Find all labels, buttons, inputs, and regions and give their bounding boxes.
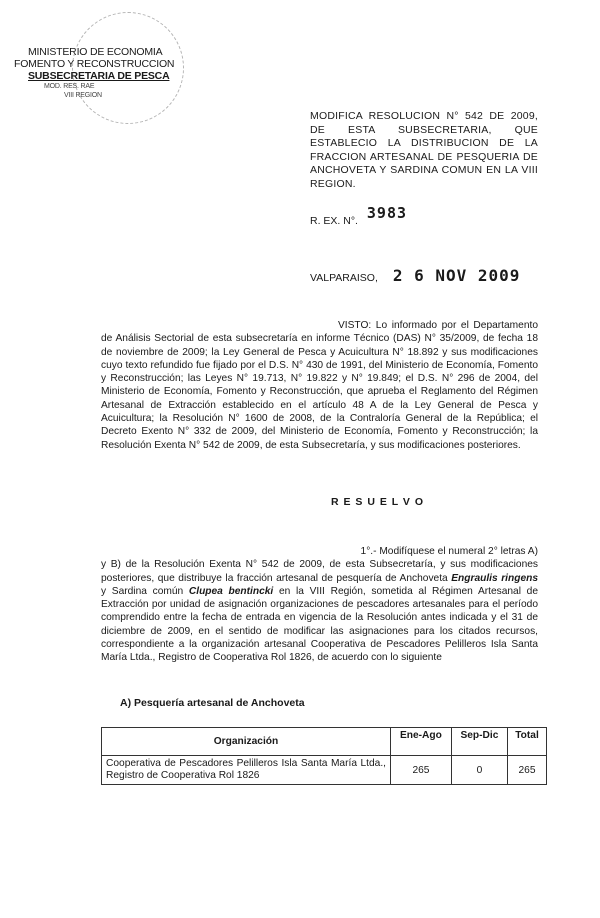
article-1-part2: y Sardina común xyxy=(101,585,189,597)
subsecretaria: SUBSECRETARIA DE PESCA xyxy=(28,70,170,82)
ministry-line1: MINISTERIO DE ECONOMIA xyxy=(28,46,163,58)
ministry-line2: FOMENTO Y RECONSTRUCCION xyxy=(14,58,175,70)
cell-organizacion: Cooperativa de Pescadores Pelilleros Isla Santa María Ltda., Registro de Cooperativa Rol 1826 xyxy=(102,756,391,785)
resolution-number-line xyxy=(310,204,408,228)
resuelvo-heading: R E S U E L V O xyxy=(331,496,424,508)
section-a-heading: A) Pesquería artesanal de Anchoveta xyxy=(120,697,305,709)
seal-text: MOD. RES. RAE xyxy=(44,83,95,90)
col-organizacion: Organización xyxy=(102,728,391,756)
place-date-line xyxy=(310,266,520,285)
cell-ene-ago: 265 xyxy=(391,756,452,785)
rex-label: R. EX. N°. xyxy=(310,215,358,227)
article-1-part3: en la VIII Región, sometida al Régimen Artesanal de Extracción por unidad de asignación organizaciones de pescadores artesanales para el período comprendido entre la fecha de entrada en vigencia de la Resolución antes indicada y el 31 de diciembre de 2009, en el sentido de modificar las asignaciones para los citados recursos, correspondiente a la organización artesanal Cooperativa de Pescadores Pelilleros Isla Santa María Ltda., Registro de Cooperativa Rol 1826, de acuerdo con lo siguiente xyxy=(101,585,539,664)
species-anchoveta: Engraulis ringens xyxy=(451,572,539,584)
article-1-part1: y B) de la Resolución Exenta N° 542 de 2009, de esta Subsecretaría, y sus modificaciones posteriores, que distribuye la fracción artesanal de pesquería de Anchoveta xyxy=(101,559,538,584)
region-text: VIII REGION xyxy=(64,92,102,99)
article-1-lead: 1°.- Modifíquese el numeral 2° letras A) xyxy=(360,546,538,557)
article-1-body xyxy=(101,558,538,664)
table-row xyxy=(102,756,547,785)
species-sardina: Clupea bentincki xyxy=(188,585,274,597)
allocation-table xyxy=(101,727,547,785)
col-ene-ago: Ene-Ago xyxy=(391,728,452,756)
table-header-row xyxy=(102,728,547,756)
official-seal-stamp xyxy=(72,12,184,124)
cell-sep-dic: 0 xyxy=(451,756,507,785)
col-total: Total xyxy=(508,728,547,756)
rex-number-stamp: 3983 xyxy=(366,204,408,222)
reference-text: MODIFICA RESOLUCION N° 542 DE 2009, DE ESTA SUBSECRETARIA, QUE ESTABLECIO LA DISTRIBUCION DE LA FRACCION ARTESANAL DE PESQUERIA DE ANCHOVETA Y SARDINA COMUN EN LA VIII REGION. xyxy=(310,110,538,190)
article-1 xyxy=(101,545,538,665)
visto-paragraph: VISTO: Lo informado por el Departamento de Análisis Sectorial de esta subsecretaría en informe Técnico (DAS) N° 35/2009, de fecha 18 de noviembre de 2009; la Ley General de Pesca y Acuicultura N° 18.892 y sus modificaciones cuyo texto refundido fue fijado por el D.S. N° 430 de 1991, del Ministerio de Economía, Fomento y Reconstrucción; las Leyes N° 19.713, N° 19.822 y N° 19.849; el D.S. N° 296 de 2004, del Ministerio de Economía, Fomento y Reconstrucción, que aprueba el Reglamento del Régimen Artesanal de Extracción establecido en el artículo 48 A de la Ley General de Pesca y Acuicultura; la Resolución N° 1600 de 2008, de la Contraloría General de la República; el Decreto Exento N° 332 de 2009, del Ministerio de Economía, Fomento y Reconstrucción; la Resolución Exenta N° 542 de 2009, de esta Subsecretaría, y sus modificaciones posteriores. xyxy=(101,320,538,451)
date-stamp: 2 6 NOV 2009 xyxy=(392,266,521,285)
place: VALPARAISO, xyxy=(310,272,378,284)
col-sep-dic: Sep-Dic xyxy=(451,728,507,756)
cell-total: 265 xyxy=(508,756,547,785)
